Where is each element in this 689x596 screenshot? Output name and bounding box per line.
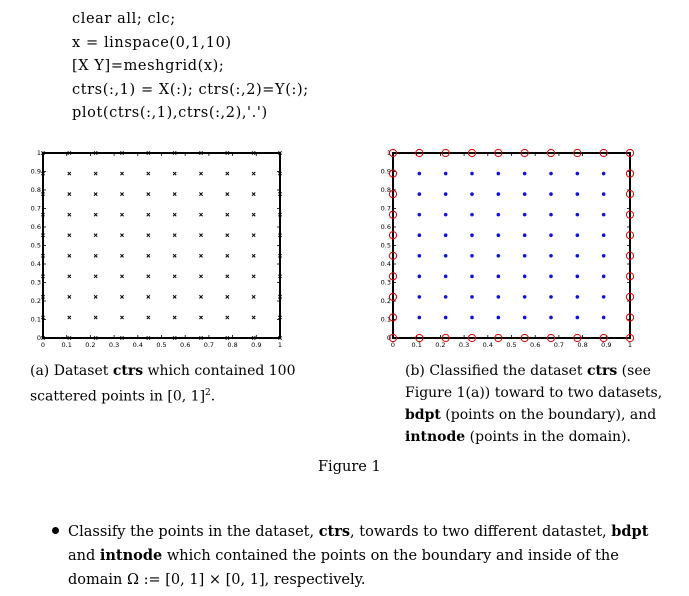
x-tick-label: 0.6 xyxy=(530,341,541,349)
figure-label: Figure 1 xyxy=(318,459,381,475)
y-tick-label: 0.3 xyxy=(380,278,391,287)
data-point-x xyxy=(199,295,202,298)
interior-point xyxy=(523,192,527,196)
data-point-x xyxy=(173,316,176,319)
data-point-x xyxy=(252,234,255,237)
data-point-x xyxy=(226,234,229,237)
interior-point xyxy=(444,275,448,279)
interior-point xyxy=(576,192,580,196)
x-tick-label: 0.2 xyxy=(85,341,96,349)
interior-point xyxy=(497,295,501,299)
y-tick-label: 0 xyxy=(386,334,391,342)
data-point-x xyxy=(226,275,229,278)
data-point-x xyxy=(68,316,71,319)
interior-point xyxy=(576,316,580,320)
interior-point xyxy=(418,233,422,237)
data-point-x xyxy=(147,234,150,237)
data-point-x xyxy=(252,193,255,196)
data-point-x xyxy=(199,193,202,196)
y-tick-label: 0.4 xyxy=(30,260,41,268)
x-tick-label: 0.1 xyxy=(411,341,422,349)
interior-point xyxy=(497,172,501,176)
interior-point xyxy=(444,295,448,299)
interior-point xyxy=(497,213,501,217)
data-point-x xyxy=(199,234,202,237)
interior-point xyxy=(497,192,501,196)
data-point-x xyxy=(252,213,255,216)
interior-point xyxy=(418,275,422,279)
y-tick-label: 0.5 xyxy=(380,241,391,250)
interior-point xyxy=(470,172,474,176)
interior-point xyxy=(470,295,474,299)
data-point-x xyxy=(199,172,202,175)
interior-point xyxy=(602,192,606,196)
caption-a: (a) Dataset ctrs which contained 100 scattered points in [0, 1]$^2$. xyxy=(30,363,296,405)
scatter-chart-a xyxy=(30,148,320,348)
data-point-x xyxy=(68,295,71,298)
data-point-x xyxy=(226,254,229,257)
interior-point xyxy=(418,213,422,217)
interior-point xyxy=(602,316,606,320)
x-tick-label: 0.7 xyxy=(203,341,215,349)
data-point-x xyxy=(147,193,150,196)
interior-point xyxy=(549,254,553,258)
interior-point xyxy=(470,213,474,217)
x-tick-label: 0.2 xyxy=(435,341,446,349)
x-tick-label: 0.9 xyxy=(601,341,612,349)
interior-point xyxy=(418,295,422,299)
data-point-x xyxy=(94,275,97,278)
interior-point xyxy=(497,254,501,258)
data-point-x xyxy=(252,254,255,257)
interior-point xyxy=(549,295,553,299)
y-tick-label: 0.7 xyxy=(380,204,391,213)
interior-point xyxy=(470,192,474,196)
x-tick-label: 1 xyxy=(277,341,283,349)
data-point-x xyxy=(173,275,176,278)
interior-point xyxy=(418,254,422,258)
data-point-x xyxy=(120,213,123,216)
interior-point xyxy=(549,213,553,217)
data-point-x xyxy=(68,275,71,278)
bullet-text: Classify the points in the dataset, ctrs, towards to two different datastet, bdpt and intnode which contained the points on the boundary and inside of the domain Ω := [0, 1] × [0, 1], respectively. xyxy=(68,523,649,588)
code-line: plot(ctrs(:,1),ctrs(:,2),'.') xyxy=(72,105,268,121)
data-point-x xyxy=(94,193,97,196)
data-point-x xyxy=(120,254,123,257)
interior-point xyxy=(523,233,527,237)
data-point-x xyxy=(147,172,150,175)
x-tick-label: 0.6 xyxy=(180,341,191,349)
data-point-x xyxy=(252,275,255,278)
data-point-x xyxy=(68,172,71,175)
data-point-x xyxy=(120,316,123,319)
caption-b: (b) Classified the dataset ctrs (see Figure 1(a)) toward to two datasets, bdpt (points on the boundary), and intnode (points in the domain). xyxy=(405,363,663,445)
interior-point xyxy=(576,254,580,258)
y-tick-label: 0.2 xyxy=(380,297,391,305)
y-tick-label: 0.8 xyxy=(380,186,391,194)
interior-point xyxy=(418,316,422,320)
data-point-x xyxy=(252,316,255,319)
data-point-x xyxy=(226,213,229,216)
y-tick-label: 0.1 xyxy=(380,315,391,324)
x-tick-label: 1 xyxy=(627,341,633,349)
interior-point xyxy=(549,172,553,176)
interior-point xyxy=(497,316,501,320)
data-point-x xyxy=(120,193,123,196)
data-point-x xyxy=(68,193,71,196)
bullet-dot xyxy=(52,527,59,534)
interior-point xyxy=(602,233,606,237)
scatter-chart-b xyxy=(380,148,670,348)
interior-point xyxy=(444,233,448,237)
y-tick-label: 0.1 xyxy=(30,315,41,324)
data-point-x xyxy=(120,275,123,278)
data-point-x xyxy=(94,254,97,257)
interior-point xyxy=(602,213,606,217)
data-point-x xyxy=(120,295,123,298)
interior-point xyxy=(523,295,527,299)
interior-point xyxy=(470,275,474,279)
interior-point xyxy=(576,275,580,279)
x-tick-label: 0 xyxy=(390,341,396,349)
interior-point xyxy=(602,275,606,279)
data-point-x xyxy=(147,213,150,216)
y-tick-label: 0.4 xyxy=(380,260,391,268)
data-point-x xyxy=(173,295,176,298)
interior-point xyxy=(444,213,448,217)
interior-point xyxy=(444,192,448,196)
x-tick-label: 0.4 xyxy=(132,341,143,349)
x-tick-label: 0.5 xyxy=(156,341,167,349)
y-tick-label: 0.6 xyxy=(380,223,391,231)
interior-point xyxy=(523,316,527,320)
interior-point xyxy=(576,233,580,237)
data-point-x xyxy=(173,254,176,257)
interior-point xyxy=(549,233,553,237)
data-point-x xyxy=(68,213,71,216)
data-point-x xyxy=(94,295,97,298)
interior-point xyxy=(602,295,606,299)
x-tick-label: 0.3 xyxy=(108,341,120,349)
x-tick-label: 0.3 xyxy=(458,341,470,349)
interior-point xyxy=(549,192,553,196)
data-point-x xyxy=(199,213,202,216)
data-point-x xyxy=(173,234,176,237)
interior-point xyxy=(523,254,527,258)
interior-point xyxy=(470,316,474,320)
data-point-x xyxy=(94,213,97,216)
interior-point xyxy=(602,172,606,176)
interior-point xyxy=(470,254,474,258)
x-tick-label: 0.8 xyxy=(577,341,588,349)
y-tick-label: 0.6 xyxy=(30,223,41,231)
code-line: clear all; clc; xyxy=(72,11,176,27)
y-tick-label: 1 xyxy=(36,149,41,157)
y-tick-label: 0.8 xyxy=(30,186,41,194)
data-point-x xyxy=(147,275,150,278)
data-point-x xyxy=(173,193,176,196)
x-tick-label: 0 xyxy=(40,341,46,349)
plot-frame xyxy=(393,153,630,338)
interior-point xyxy=(549,275,553,279)
interior-point xyxy=(444,316,448,320)
code-line: ctrs(:,1) = X(:); ctrs(:,2)=Y(:); xyxy=(72,81,309,98)
interior-point xyxy=(418,172,422,176)
interior-point xyxy=(497,233,501,237)
data-point-x xyxy=(226,316,229,319)
data-point-x xyxy=(147,295,150,298)
interior-point xyxy=(576,213,580,217)
interior-point xyxy=(470,233,474,237)
code-line: [X Y]=meshgrid(x); xyxy=(72,58,225,74)
interior-point xyxy=(576,295,580,299)
interior-point xyxy=(444,254,448,258)
data-point-x xyxy=(147,254,150,257)
data-point-x xyxy=(120,172,123,175)
y-tick-label: 0 xyxy=(36,334,41,342)
x-tick-label: 0.1 xyxy=(61,341,72,349)
data-point-x xyxy=(226,295,229,298)
interior-point xyxy=(418,192,422,196)
y-tick-label: 0.5 xyxy=(30,241,41,250)
y-tick-label: 1 xyxy=(386,149,391,157)
interior-point xyxy=(549,316,553,320)
interior-point xyxy=(523,213,527,217)
data-point-x xyxy=(94,172,97,175)
x-tick-label: 0.8 xyxy=(227,341,238,349)
data-point-x xyxy=(199,254,202,257)
y-tick-label: 0.9 xyxy=(30,167,41,176)
data-point-x xyxy=(173,213,176,216)
data-point-x xyxy=(94,234,97,237)
plot-frame xyxy=(43,153,280,338)
code-line: x = linspace(0,1,10) xyxy=(72,34,232,51)
interior-point xyxy=(523,275,527,279)
x-tick-label: 0.9 xyxy=(251,341,262,349)
interior-point xyxy=(497,275,501,279)
data-point-x xyxy=(68,234,71,237)
y-tick-label: 0.2 xyxy=(30,297,41,305)
data-point-x xyxy=(252,172,255,175)
interior-point xyxy=(444,172,448,176)
y-tick-label: 0.9 xyxy=(380,167,391,176)
interior-point xyxy=(602,254,606,258)
data-point-x xyxy=(173,172,176,175)
y-tick-label: 0.3 xyxy=(30,278,41,287)
data-point-x xyxy=(226,172,229,175)
x-tick-label: 0.7 xyxy=(553,341,565,349)
data-point-x xyxy=(252,295,255,298)
data-point-x xyxy=(147,316,150,319)
interior-point xyxy=(523,172,527,176)
data-point-x xyxy=(120,234,123,237)
bullet-item xyxy=(52,520,672,592)
y-tick-label: 0.7 xyxy=(30,204,41,213)
data-point-x xyxy=(68,254,71,257)
data-point-x xyxy=(199,275,202,278)
data-point-x xyxy=(94,316,97,319)
x-tick-label: 0.5 xyxy=(506,341,517,349)
interior-point xyxy=(576,172,580,176)
data-point-x xyxy=(226,193,229,196)
matlab-code-block xyxy=(72,8,309,126)
x-tick-label: 0.4 xyxy=(482,341,493,349)
data-point-x xyxy=(199,316,202,319)
